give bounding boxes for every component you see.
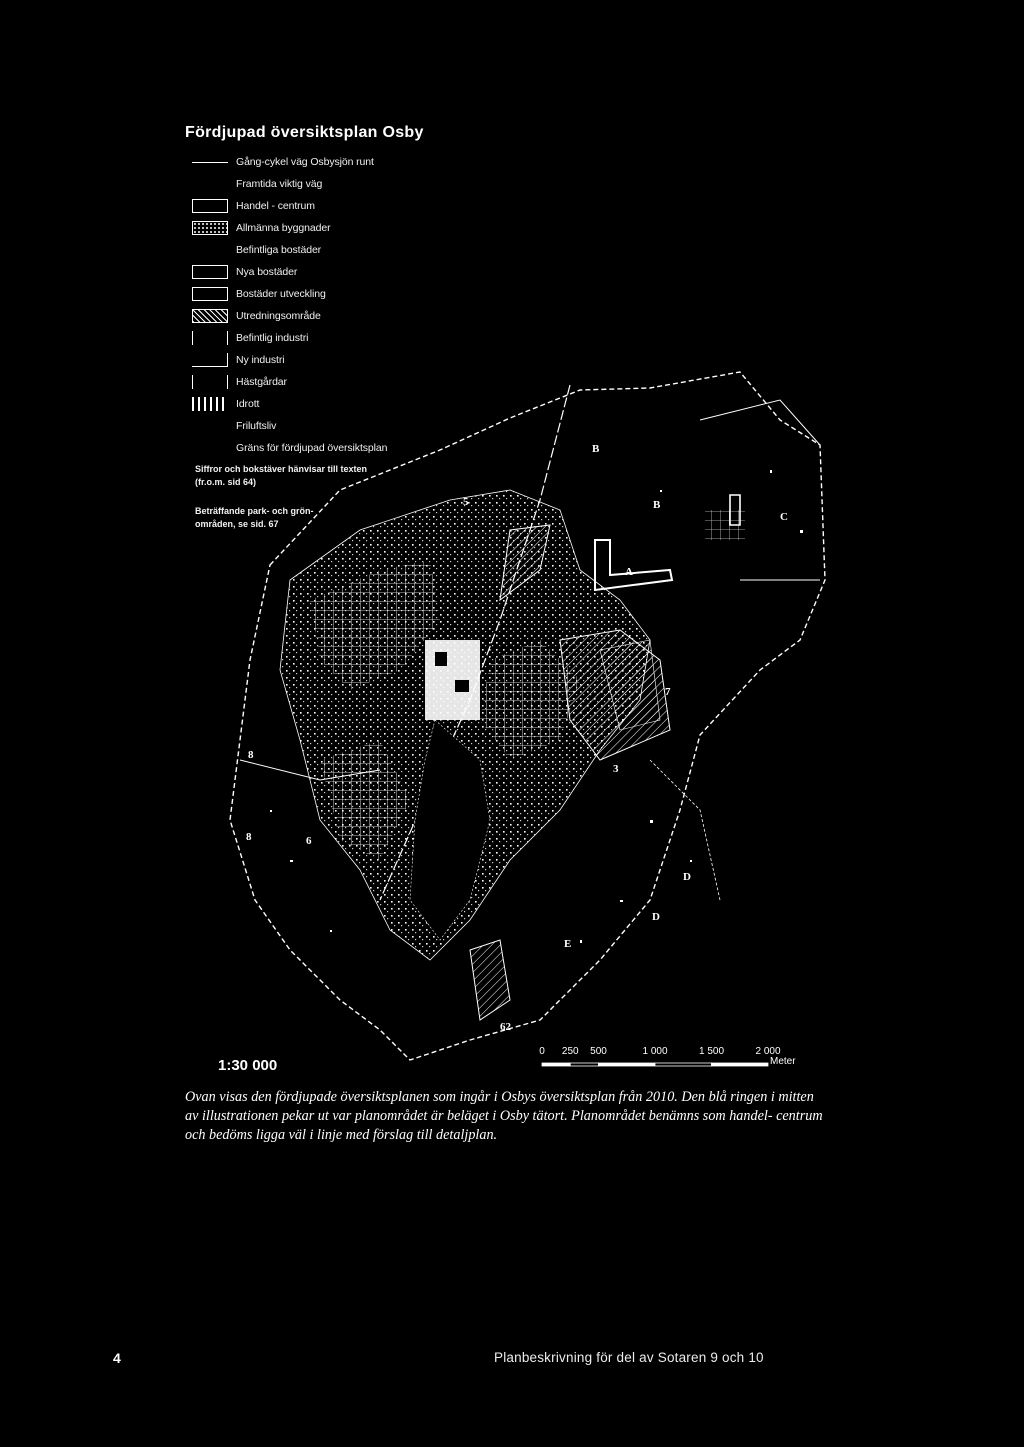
scale-tick-label: 250 <box>561 1046 579 1057</box>
legend-item <box>192 152 432 172</box>
map-label: 7 <box>665 686 671 698</box>
road <box>700 400 820 445</box>
map-label: A <box>625 566 633 578</box>
legend-label: Hästgårdar <box>236 376 287 388</box>
scale-bar <box>530 1046 830 1076</box>
existing-housing-icon <box>192 243 228 257</box>
legend-label: Gång-cykel väg Osbysjön runt <box>236 156 374 168</box>
map-label: 62 <box>500 1021 511 1033</box>
new-housing-icon <box>192 265 228 279</box>
page-number: 4 <box>113 1350 121 1366</box>
legend-label: Handel - centrum <box>236 200 315 212</box>
map-label: 3 <box>613 763 619 775</box>
legend-label: Nya bostäder <box>236 266 298 278</box>
map-label: D <box>683 871 691 883</box>
legend-label: Utredningsområde <box>236 310 321 322</box>
scale-tick-label: 2 000 <box>755 1046 781 1057</box>
legend-item <box>192 218 432 238</box>
legend-label: Idrott <box>236 398 260 410</box>
scale-segment <box>712 1063 769 1066</box>
legend-item <box>192 306 432 326</box>
investigation-area <box>470 940 510 1020</box>
scale-tick-label: 500 <box>590 1046 607 1057</box>
public-buildings-icon <box>192 221 228 235</box>
path-line-icon <box>192 155 228 169</box>
map-title: Fördjupad översiktsplan Osby <box>185 124 424 141</box>
scale-segment <box>655 1063 712 1066</box>
legend-item <box>192 284 432 304</box>
map-label: D <box>652 911 660 923</box>
scale-segment <box>570 1063 598 1066</box>
map-label: E <box>564 938 572 950</box>
legend-label: Gräns för fördjupad översiktsplan <box>236 442 388 454</box>
park-note-line2: områden, se sid. 67 <box>195 519 279 529</box>
map-label: 5 <box>463 496 469 508</box>
plan-map <box>180 340 860 1080</box>
road-line-icon <box>192 177 228 191</box>
numbers-note-line1: Siffror och bokstäver hänvisar till texten <box>195 464 368 474</box>
scale-ratio: 1:30 000 <box>218 1057 278 1074</box>
map-label: 6 <box>306 835 312 847</box>
legend-item <box>192 174 432 194</box>
legend-label: Ny industri <box>236 354 285 366</box>
legend-item <box>192 196 432 216</box>
map-label: C <box>780 511 788 523</box>
map-label: B <box>592 443 600 455</box>
figure-caption: Ovan visas den fördjupade översiktsplanen som ingår i Osbys översiktsplan från 2010. Den blå ringen i mitten av illustrationen pekar ut var planområdet är beläget i Osby tätort. Planområdet benämns som handel- centrum och bedöms ligga väl i linje med förslag till detaljplan. <box>185 1089 823 1143</box>
legend-label: Framtida viktig väg <box>236 178 323 190</box>
town-centre <box>425 640 480 720</box>
legend-item <box>192 262 432 282</box>
scale-tick-label: 1 500 <box>698 1046 725 1057</box>
legend-label: Allmänna byggnader <box>236 222 331 234</box>
numbers-note-line2: (fr.o.m. sid 64) <box>195 477 257 487</box>
scale-tick-label: 0 <box>539 1046 545 1057</box>
scale-unit: Meter <box>770 1056 796 1067</box>
scale-tick-label: 1 000 <box>642 1046 668 1057</box>
investigation-area-icon <box>192 309 228 323</box>
legend-label: Befintlig industri <box>236 332 309 344</box>
scale-segment <box>599 1063 656 1066</box>
footer-title: Planbeskrivning för del av Sotaren 9 och 10 <box>494 1350 764 1365</box>
legend-label: Bostäder utveckling <box>236 288 326 300</box>
map-label: B <box>653 499 661 511</box>
legend-label: Befintliga bostäder <box>236 244 322 256</box>
scale-segment <box>542 1063 570 1066</box>
park-note-line1: Beträffande park- och grön- <box>195 506 314 516</box>
legend-label: Friluftsliv <box>236 420 277 432</box>
commerce-area-icon <box>192 199 228 213</box>
map-label: 8 <box>248 749 254 761</box>
industry-area <box>595 540 672 590</box>
map-label: 8 <box>246 831 252 843</box>
legend-item <box>192 240 432 260</box>
housing-development-icon <box>192 287 228 301</box>
plan-map-drawing <box>180 340 860 1080</box>
